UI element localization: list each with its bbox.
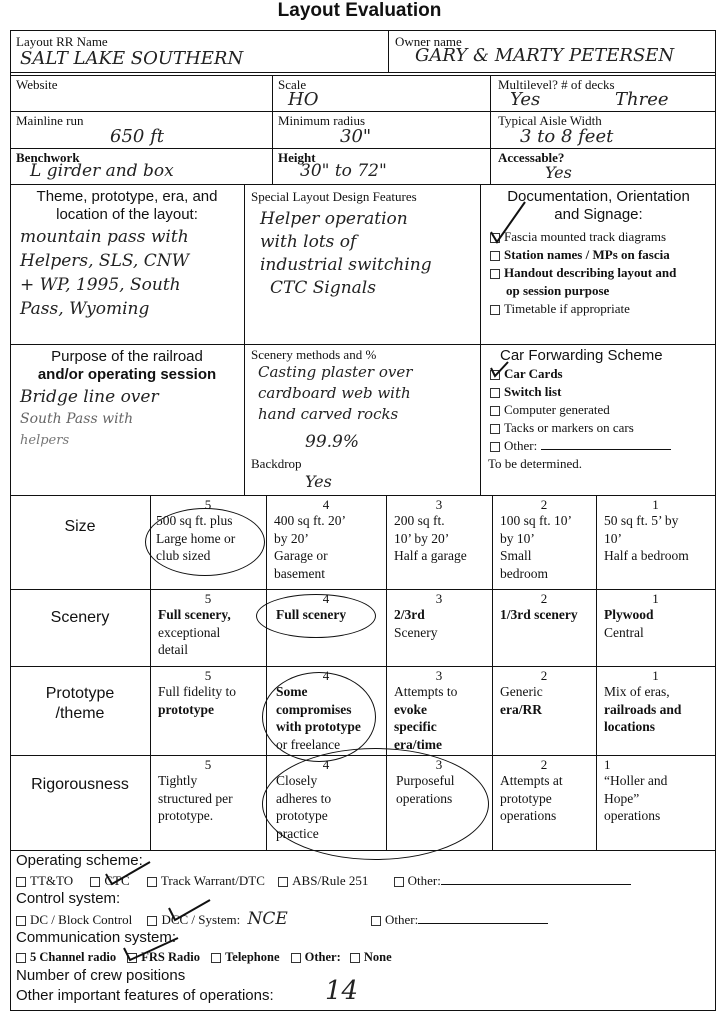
row-label-size: Size bbox=[64, 518, 96, 535]
radius-label: Minimum radius bbox=[278, 113, 366, 128]
checkbox-icon bbox=[490, 269, 500, 279]
row-label-theme: /theme bbox=[55, 705, 105, 722]
control-system-value: NCE bbox=[247, 909, 288, 929]
checkbox-checked-icon bbox=[147, 916, 157, 926]
scenery-cell-3: 3 2/3rd Scenery bbox=[394, 591, 443, 640]
backdrop-label: Backdrop bbox=[251, 456, 302, 471]
car-option-switch-list[interactable]: Switch list bbox=[490, 383, 671, 401]
accessable-label: Accessable? bbox=[498, 150, 565, 165]
size-cell-1: 1 50 sq ft. 5’ by 10’ Half a bedroom bbox=[604, 497, 689, 563]
doc-option-handout[interactable]: Handout describing layout and bbox=[490, 264, 676, 282]
owner-label: Owner name bbox=[395, 34, 462, 49]
size-cell-3: 3 200 sq ft. 10’ by 20’ Half a garage bbox=[394, 497, 467, 563]
scenery-methods-label: Scenery methods and % bbox=[251, 347, 377, 362]
theme-line-2: Helpers, SLS, CNW bbox=[20, 251, 190, 271]
size-cell-2: 2 100 sq ft. 10’ by 10’ Small bedroom bbox=[500, 497, 572, 581]
rigor-cell-3: 3 Purposeful operations bbox=[396, 757, 455, 806]
rigor-cell-5: 5 Tightly structured per prototype. bbox=[158, 757, 233, 823]
prototype-cell-4: 4 Some compromises with prototype or freelance bbox=[276, 668, 361, 752]
purpose-label-1: Purpose of the railroad bbox=[51, 348, 203, 365]
rigor-cell-1: 1 “Holler and Hope” operations bbox=[604, 757, 668, 823]
theme-label-2: location of the layout: bbox=[56, 206, 198, 223]
row-label-prototype: Prototype bbox=[45, 685, 115, 702]
checkmark-icon bbox=[488, 360, 512, 380]
rigor-cell-4: 4 Closely adheres to prototype practice bbox=[276, 757, 332, 841]
crew-label: Number of crew positions bbox=[16, 967, 186, 984]
selection-circle bbox=[145, 508, 265, 576]
checkbox-icon bbox=[371, 916, 381, 926]
checkbox-icon bbox=[490, 305, 500, 315]
special-line-1: Helper operation bbox=[260, 209, 408, 229]
checkbox-icon bbox=[394, 877, 404, 887]
layout-name-label: Layout RR Name bbox=[16, 34, 108, 49]
documentation-label-2: and Signage: bbox=[554, 206, 643, 223]
scenery-percent: 99.9% bbox=[305, 432, 360, 452]
documentation-label-1: Documentation, Orientation bbox=[507, 188, 690, 205]
car-forwarding-label: Car Forwarding Scheme bbox=[500, 347, 663, 364]
checkbox-icon bbox=[16, 877, 26, 887]
checkbox-icon bbox=[16, 953, 26, 963]
mainline-value: 650 ft bbox=[110, 126, 164, 147]
purpose-line-3: helpers bbox=[20, 433, 70, 448]
car-option-other[interactable]: Other: bbox=[490, 437, 671, 455]
multilevel-label: Multilevel? # of decks bbox=[498, 77, 615, 92]
crew-value: 14 bbox=[325, 976, 359, 1006]
checkmark-icon bbox=[485, 198, 535, 248]
doc-option-timetable[interactable]: Timetable if appropriate bbox=[490, 300, 676, 318]
doc-option-fascia-diagrams[interactable]: Fascia mounted track diagrams bbox=[490, 228, 676, 246]
prototype-cell-3: 3 Attempts to evoke specific era/time bbox=[394, 668, 458, 752]
prototype-cell-2: 2 Generic era/RR bbox=[500, 668, 548, 717]
height-value: 30" to 72" bbox=[300, 161, 387, 181]
website-label: Website bbox=[16, 77, 58, 92]
rigor-cell-2: 2 Attempts at prototype operations bbox=[500, 757, 563, 823]
car-option-computer[interactable]: Computer generated bbox=[490, 401, 671, 419]
scale-label: Scale bbox=[278, 77, 307, 92]
checkmark-icon bbox=[118, 934, 188, 964]
scenery-cell-1: 1 Plywood Central bbox=[604, 591, 659, 640]
multilevel-value: Yes bbox=[510, 89, 541, 110]
operating-options: TT&TO CTC Track Warrant/DTC ABS/Rule 251 Other: bbox=[16, 872, 631, 890]
owner-value: GARY & MARTY PETERSEN bbox=[415, 45, 675, 66]
selection-circle bbox=[262, 748, 489, 860]
theme-line-4: Pass, Wyoming bbox=[20, 299, 150, 319]
layout-name-value: SALT LAKE SOUTHERN bbox=[20, 48, 244, 69]
doc-option-station-names[interactable]: Station names / MPs on fascia bbox=[490, 246, 676, 264]
decks-value: Three bbox=[615, 89, 669, 110]
page-title: Layout Evaluation bbox=[277, 0, 442, 21]
scenery-line-2: cardboard web with bbox=[258, 384, 411, 402]
car-tbd: To be determined. bbox=[488, 456, 583, 471]
aisle-label: Typical Aisle Width bbox=[498, 113, 602, 128]
theme-line-1: mountain pass with bbox=[20, 227, 189, 247]
checkbox-icon bbox=[490, 424, 500, 434]
accessable-value: Yes bbox=[545, 163, 572, 182]
operating-label: Operating scheme: bbox=[16, 852, 143, 869]
theme-label-1: Theme, prototype, era, and bbox=[36, 188, 218, 205]
aisle-value: 3 to 8 feet bbox=[520, 126, 614, 147]
row-label-scenery: Scenery bbox=[50, 609, 110, 626]
checkmark-icon bbox=[165, 896, 215, 926]
other-features-label: Other important features of operations: bbox=[16, 987, 274, 1004]
size-cell-4: 4 400 sq ft. 20’ by 20’ Garage or basement bbox=[274, 497, 346, 581]
checkbox-icon bbox=[278, 877, 288, 887]
theme-line-3: + WP, 1995, South bbox=[20, 275, 181, 295]
car-option-tacks[interactable]: Tacks or markers on cars bbox=[490, 419, 671, 437]
special-line-3: industrial switching bbox=[260, 255, 432, 275]
checkbox-icon bbox=[16, 916, 26, 926]
doc-option-handout-cont: op session purpose bbox=[506, 283, 610, 298]
scenery-line-1: Casting plaster over bbox=[258, 363, 413, 381]
scale-value: HO bbox=[288, 89, 319, 110]
benchwork-label: Benchwork bbox=[16, 150, 80, 165]
checkbox-icon bbox=[490, 442, 500, 452]
special-line-2: with lots of bbox=[260, 232, 357, 252]
scenery-line-3: hand carved rocks bbox=[258, 405, 399, 423]
selection-circle bbox=[256, 594, 376, 638]
special-label: Special Layout Design Features bbox=[251, 189, 417, 204]
purpose-line-2: South Pass with bbox=[20, 411, 134, 427]
height-label: Height bbox=[278, 150, 316, 165]
car-option-car-cards[interactable]: Car Cards bbox=[490, 365, 671, 383]
radius-value: 30" bbox=[340, 126, 372, 147]
checkbox-icon bbox=[291, 953, 301, 963]
special-line-4: CTC Signals bbox=[270, 278, 376, 298]
purpose-line-1: Bridge line over bbox=[20, 387, 159, 407]
prototype-cell-1: 1 Mix of eras, railroads and locations bbox=[604, 668, 682, 734]
size-cell-5: 5 500 sq ft. plus Large home or club sized bbox=[156, 497, 236, 563]
communication-options: 5 Channel radio FRS Radio Telephone Other: None bbox=[16, 948, 392, 966]
scenery-cell-5: 5 Full scenery, exceptional detail bbox=[158, 591, 231, 657]
checkbox-icon bbox=[350, 953, 360, 963]
purpose-label-2: and/or operating session bbox=[37, 366, 217, 383]
control-label: Control system: bbox=[16, 890, 121, 907]
checkbox-icon bbox=[490, 388, 500, 398]
checkbox-checked-icon bbox=[90, 877, 100, 887]
control-options: DC / Block Control DCC / System: NCE Other: bbox=[16, 910, 548, 929]
row-label-rigorousness: Rigorousness bbox=[31, 776, 129, 793]
scenery-cell-4: 4 Full scenery bbox=[276, 591, 347, 622]
checkbox-icon bbox=[211, 953, 221, 963]
benchwork-value: L girder and box bbox=[30, 161, 174, 181]
prototype-cell-5: 5 Full fidelity to prototype bbox=[158, 668, 237, 717]
backdrop-value: Yes bbox=[305, 472, 332, 491]
checkbox-icon bbox=[490, 406, 500, 416]
checkbox-checked-icon bbox=[490, 251, 500, 261]
scenery-cell-2: 2 1/3rd scenery bbox=[500, 591, 578, 622]
mainline-label: Mainline run bbox=[16, 113, 84, 128]
checkmark-icon bbox=[100, 860, 160, 890]
communication-label: Communication system: bbox=[16, 929, 177, 946]
